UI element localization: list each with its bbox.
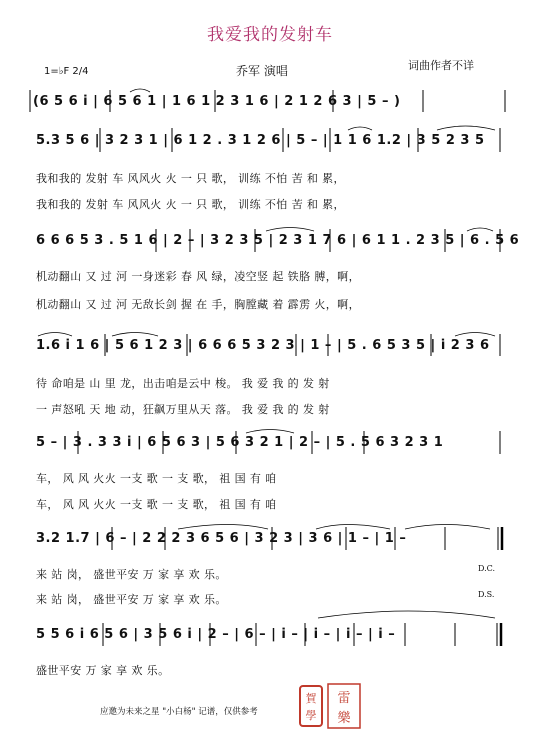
singer-label: 乔军 演唱	[236, 64, 288, 78]
system-7-verse-1: 盛世平安 万 家 享 欢 乐。	[36, 664, 170, 677]
seal-stamp	[298, 682, 364, 732]
system-2-verse-2: 我和我的 发射 车 风风火 火 一 只 歌， 训练 不怕 苦 和 累，	[36, 198, 345, 211]
footer-note: 应邀为未来之星 "小白杨" 记谱，仅供参考	[100, 707, 258, 717]
system-3-verse-2: 机动翻山 又 过 河 无敌长剑 握 在 手，胸膛藏 着 霹雳 火，啊，	[36, 298, 360, 311]
system-2-notes: 5.3 5 6 | 3 2 3 1 | 6 1 2 . 3 1 2 6 | 5 – | 1 1 6 1.2 | 3 5 2 3 5	[36, 133, 485, 148]
credit-label: 词曲作者不详	[408, 59, 474, 72]
key-signature: 1=♭F 2/4	[44, 66, 89, 77]
svg-text:學: 學	[305, 709, 317, 722]
system-2-verse-1: 我和我的 发射 车 风风火 火 一 只 歌， 训练 不怕 苦 和 累，	[36, 172, 345, 185]
system-6-verse-1: 来 站 岗， 盛世平安 万 家 享 欢 乐。	[36, 568, 227, 581]
dc-mark: D.C.	[478, 564, 496, 573]
system-4-verse-1: 待 命咱是 山 里 龙，出击咱是云中 梭。 我 爱 我 的 发 射	[36, 377, 330, 390]
system-5-verse-2: 车， 风 风 火火 一支 歌 一 支 歌， 祖 国 有 咱	[36, 498, 277, 511]
system-6-notes: 3.2 1.7 | 6 – | 2 2 2 3 6 5 6 | 3 2 3 | 3 6 | 1 – | 1 –	[36, 531, 407, 546]
ds-mark: D.S.	[478, 590, 495, 599]
system-4-notes: 1.6 i̇ 1 6 | 5 6 1 2 3 | 6 6 6 5 3 2 3 | 1 – | 5 . 6 5 3 5 | i̇ 2 3 6	[36, 338, 490, 353]
svg-text:雷: 雷	[337, 691, 351, 706]
system-1-notes: (6 5 6 i̇ | 6 5 6 1 | 1 6 1 2 3 1 6 | 2 1 2 6 3 | 5 – )	[33, 94, 401, 109]
system-5-notes: 5 – | 3 . 3 3 i̇ | 6 5 6 3 | 5 6 3 2 1 | 2 – | 5 . 5 6 3 2 3 1	[36, 435, 444, 450]
svg-text:賀: 賀	[305, 692, 317, 705]
system-6-verse-2: 来 站 岗， 盛世平安 万 家 享 欢 乐。	[36, 593, 227, 606]
system-3-notes: 6 6 6 5 3 . 5 1 6 | 2 – | 3 2 3 5 | 2 3 1 7 6 | 6 1 1 . 2 3 5 | 6 . 5 6	[36, 233, 520, 248]
system-3-verse-1: 机动翻山 又 过 河 一身迷彩 春 风 绿，凌空竖 起 铁胳 膊，啊，	[36, 270, 360, 283]
system-7-notes: 5 5 6 i̇ 6 5 6 | 3 5 6 i̇ | 2 – | 6 – | i̇ – | i̇ – | i̇ – | i̇ –	[36, 627, 396, 642]
song-title: 我爱我的发射车	[207, 25, 333, 45]
system-4-verse-2: 一 声怒吼 天 地 动，狂飙万里从天 落。 我 爱 我 的 发 射	[36, 403, 330, 416]
system-5-verse-1: 车， 风 风 火火 一支 歌 一 支 歌， 祖 国 有 咱	[36, 472, 277, 485]
svg-text:樂: 樂	[337, 711, 351, 726]
